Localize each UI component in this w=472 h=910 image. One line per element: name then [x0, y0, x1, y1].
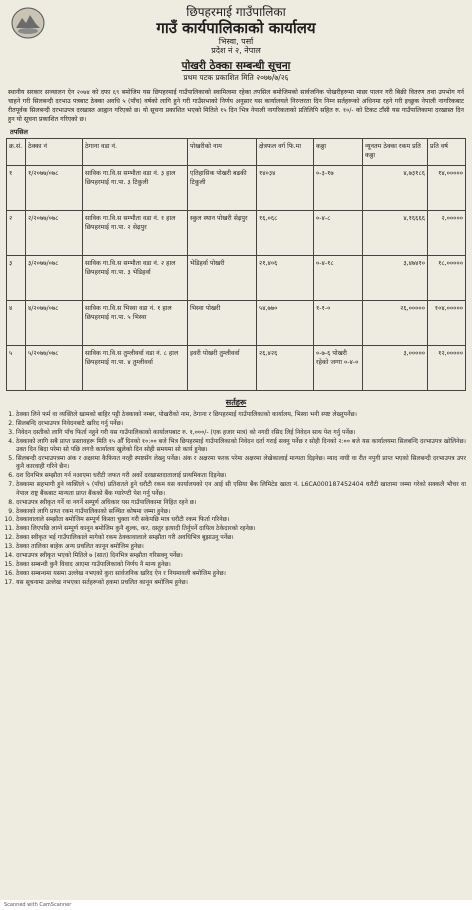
- cell-min-amount: २६,०००००: [363, 301, 428, 346]
- condition-item: 7. ठेक्कामा सहभागी हुने व्यक्तिले ५ (पाँच) प्रतिशतले हुने धरौटी रकम यस कार्यालयको एन आई सी एसिया बैंक लिमिटेड खाता नं. L6CA000187452404 धरौटी खातामा जम्मा गरेको सक्कलै भौचर वा नेपाल राष्ट्र बैंकबाट मान्यता प्राप्त बैंकको बैंक ग्यारेण्टी पेश गर्नु पर्नेछ।: [16, 481, 466, 498]
- office-name: गाउँ कार्यपालिकाको कार्यालय: [156, 18, 316, 37]
- condition-item: 14. दरभाउपत्र स्वीकृत भएको मितिले ७ (सात) दिनभित्र सम्झौता गरिसक्नु पर्नेछ।: [16, 552, 466, 560]
- cell-address: साविक गा.वि.स सम्भौता वडा नं. ३ हाल छिपहरमाई गा.पा. ३ टिकुली: [83, 166, 188, 211]
- cell-area: १४०३४: [257, 166, 314, 211]
- cell-area: ५४,७७०: [257, 301, 314, 346]
- cell-pond-name: एतिहासिक पोखरी बढकी टिकुली: [188, 166, 257, 211]
- office-location: भिस्वा, पर्सा: [218, 37, 254, 47]
- col-header: प्रति वर्ष: [428, 139, 466, 166]
- cell-sn: ५: [7, 346, 26, 391]
- pond-tender-table: [6, 138, 466, 391]
- cell-tender-no: ३/२०७७/०७८: [26, 256, 83, 301]
- cell-kattha: ०-४-१८: [314, 256, 363, 301]
- cell-pond-name: भिस्वा पोखरी: [188, 301, 257, 346]
- header: [6, 6, 466, 83]
- condition-item: 2. सिलबन्दि दरभाउपत्र निवेदनबाटै खरिद गर्नु पर्नेछ।: [16, 420, 466, 428]
- condition-item: 9. ठेक्काको लागि प्राप्त रकम गाउँपालिकाको सञ्चित कोषमा जम्मा हुनेछ।: [16, 508, 466, 516]
- cell-pond-name: स्कुल स्थान पोखरी सेढ़पुर: [188, 211, 257, 256]
- col-header: क्र.सं.: [7, 139, 26, 166]
- conditions-title: सर्तहरू: [225, 398, 247, 408]
- province: प्रदेश नं २, नेपाल: [211, 46, 261, 56]
- cell-address: साविक गा.वि.स सम्भौता वडा नं. १ हाल छिपहरमाई गा.पा. २ सेढ़पुर: [83, 211, 188, 256]
- col-header: पोखरीको नाम: [188, 139, 257, 166]
- col-header: ठेगाना वडा नं.: [83, 139, 188, 166]
- cell-min-amount: ४,७३१८६: [363, 166, 428, 211]
- condition-item: 12. ठेक्का स्वीकृत भई गाउँपालिकाले मागेको रकम ठेक्कावालाले सम्झौता गरी अवधिभित्र बुझाउनु पर्नेछ।: [16, 534, 466, 542]
- cell-area: २१,४०६: [257, 256, 314, 301]
- cell-address: साविक गा.वि.स भिस्वा वडा नं. १ हाल छिपहरमाई गा.पा. ५ भिस्वा: [83, 301, 188, 346]
- cell-per-year: १०४,०००००: [428, 301, 466, 346]
- cell-tender-no: १/२०७७/०७८: [26, 166, 83, 211]
- cell-per-year: २,०००००: [428, 211, 466, 256]
- cell-sn: २: [7, 211, 26, 256]
- table-row: [7, 346, 466, 391]
- condition-item: 17. यस सूचनामा उल्लेख नभएका सर्तहरूको हकमा प्रचलित कानून बमोजिम हुनेछ।: [16, 579, 466, 587]
- cell-min-amount: ४,१६६६६: [363, 211, 428, 256]
- cell-sn: ३: [7, 256, 26, 301]
- col-header: कठ्ठा: [314, 139, 363, 166]
- cell-min-amount: ३,०००००: [363, 346, 428, 391]
- scan-footer: Scanned with CamScanner: [0, 900, 472, 910]
- table-header-row: [7, 139, 466, 166]
- col-header: ठेक्का नं: [26, 139, 83, 166]
- condition-item: 15. ठेक्का सम्बन्धी कुनै विवाद आएमा गाउँपालिकाको निर्णय नै मान्य हुनेछ।: [16, 561, 466, 569]
- condition-item: 6. दश दिनभित्र सम्झौता गर्न नआएमा धरौटी जफत गरी अर्को दरखास्तदातालाई प्राथमिकता दिइनेछ।: [16, 472, 466, 480]
- table-row: [7, 256, 466, 301]
- cell-tender-no: ४/२०७७/०७८: [26, 301, 83, 346]
- cell-address: साविक गा.वि.स तुम्लीवर्वा वडा नं. ८ हाल छिपहरमाई गा.पा. ४ तुम्लीवर्वा: [83, 346, 188, 391]
- cell-per-year: १४,०००००: [428, 166, 466, 211]
- table-row: [7, 301, 466, 346]
- cell-kattha: १-१-०: [314, 301, 363, 346]
- cell-sn: ४: [7, 301, 26, 346]
- notice-subtitle: प्रथम पटक प्रकाशित मिति २०७७/७/२६: [183, 73, 289, 83]
- cell-kattha: ०-३-१७: [314, 166, 363, 211]
- cell-min-amount: ३,४७४१०: [363, 256, 428, 301]
- notice-intro: स्थानीय सरकार सञ्चालन ऐन २०७४ को दफा ६९ बमोजिम यस छिपहरमाई गाउँपालिकाको स्वामित्वमा रहेका तपसिल बमोजिमको सार्वजनिक पोखरीहरूमा माछा पालन गरी बिक्री वितरण तथा उपभोग गर्न चाहने गरी सिलबन्दी दरभाउ पत्रबाट ठेक्का अवधि ५ (पाँच) वर्षको लागि हुने गरी गाउँसभाको निर्णय अनुसार यस कार्यालयले निरन्तरता दिन निम्न सर्तहरूको अधिनमा रहने गरी इच्छुक नेपाली नागरिकबाट रीतपूर्वक सिलबन्दी दरभाउपत्र दरखास्त आह्वान गरिएको छ। यो सूचना प्रकाशित भएको मितिले १५ दिन भित्र नेपाली नागरिकताको प्रतिलिपि सहित रु. १०/- को टिकट टाँसी यस गाउँपालिकामा दरखास्त दिन हुन यो सूचना प्रकाशित गरिएको छ।: [8, 89, 464, 124]
- col-header: न्यूनतम ठेक्का रकम प्रति कठ्ठा: [363, 139, 428, 166]
- conditions-list: [6, 411, 466, 587]
- condition-item: 13. ठेक्का तालिका बाहेक अन्य प्रचलित कानून बमोजिम हुनेछ।: [16, 543, 466, 551]
- table-row: [7, 166, 466, 211]
- cell-kattha: ०-४-८: [314, 211, 363, 256]
- nepal-emblem-logo: [10, 6, 46, 40]
- condition-item: 8. दरभाउपत्र स्वीकृत गर्ने वा नगर्ने सम्पूर्ण अधिकार यस गाउँपालिकामा निहित रहने छ।: [16, 499, 466, 507]
- condition-item: 11. ठेक्का लिएपछि लाग्ने सम्पूर्ण कानून बमोजिम कुनै शुल्क, कर, दस्तुर इत्यादी तिर्नुपर्ने दायित्व ठेकेदारको रहनेछ।: [16, 525, 466, 533]
- municipality-name: छिपहरमाई गाउँपालिका: [186, 5, 286, 19]
- cell-per-year: १८,०००००: [428, 256, 466, 301]
- condition-item: 4. ठेक्काको लागि सबै प्राप्त प्रस्तावहरू मिति १५ औँ दिनको १०:०० बजे भित्र छिपहरमाई गाउँपालिकाको निवेदन दर्ता गराई सक्नु पर्नेछ र सोही दिनको २:०० बजे यस कार्यालयमा सिलबन्दि दरभाउपत्र खोलिनेछ। उक्त दिन बिदा परेमा सो पछि लगत्तै कार्यालय खुलेको दिन सोही समयमा सो कार्य हुनेछ।: [16, 438, 466, 455]
- cell-sn: १: [7, 166, 26, 211]
- col-header: क्षेत्रफल वर्ग फि.मा: [257, 139, 314, 166]
- condition-item: 16. ठेक्का सम्बन्धमा यसमा उल्लेख नभएको कुरा सार्वजनिक खरिद ऐन र नियमावली बमोजिम हुनेछ।: [16, 570, 466, 578]
- condition-item: 3. निवेदन दस्तीको लागि पाँच फिर्ता नहुने गरी यस गाउँपालिकाको कार्यालयबाट रु. १,०००/- (एक हजार मात्र) को नगदी रसिद लिई निवेदन साथ पेश गर्नु पर्नेछ।: [16, 429, 466, 437]
- condition-item: 5. सिलबन्दी दरभाउपत्रमा अंक र अक्षरमा कैफियत नरही स्पष्टसँग लेख्नु पर्नेछ। अंक र अक्षरमा फरक परेमा अक्षरमा लेखेकालाई मान्यता दिइनेछ। म्याद नाघी वा रीत नपुगी प्राप्त भएको सिलबन्दी दरभाउपत्र उपर कुनै कारवाही गरिने छैन।: [16, 455, 466, 472]
- table-caption: तपसिल: [10, 128, 28, 137]
- cell-kattha: ०-७-६ पोखरी रहेको जग्गा ०-४-०: [314, 346, 363, 391]
- cell-pond-name: इवरी पोखरी तुम्लीवर्वा: [188, 346, 257, 391]
- cell-area: २६,४२६: [257, 346, 314, 391]
- cell-address: साविक गा.वि.स सम्भौता वडा नं. २ हाल छिपहरमाई गा.पा. ३ भेडिहर्वा: [83, 256, 188, 301]
- table-row: [7, 211, 466, 256]
- cell-tender-no: २/२०७७/०७८: [26, 211, 83, 256]
- notice-title: पोखरी ठेक्का सम्बन्धी सूचना: [181, 60, 291, 73]
- cell-pond-name: भेडिहर्वा पोखरी: [188, 256, 257, 301]
- cell-area: १६,०६८: [257, 211, 314, 256]
- cell-tender-no: ५/२०७७/०७८: [26, 346, 83, 391]
- condition-item: 10. ठेक्कावालाले सम्झौता बमोजिम सम्पूर्ण किस्ता चुक्ता गरी सकेपछि मात्र धरौटी रकम फिर्ता गरिनेछ।: [16, 516, 466, 524]
- cell-per-year: १२,०००००: [428, 346, 466, 391]
- condition-item: 1. ठेक्का लिने फर्म वा व्यक्तिले खामको बाहिर पट्टी ठेक्काको नम्बर, पोखरीको नाम, ठेगाना र छिपहरमाई गाउँपालिकाको कार्यालय, भिस्वा भनी स्पष्ट लेख्नुपर्नेछ।: [16, 411, 466, 419]
